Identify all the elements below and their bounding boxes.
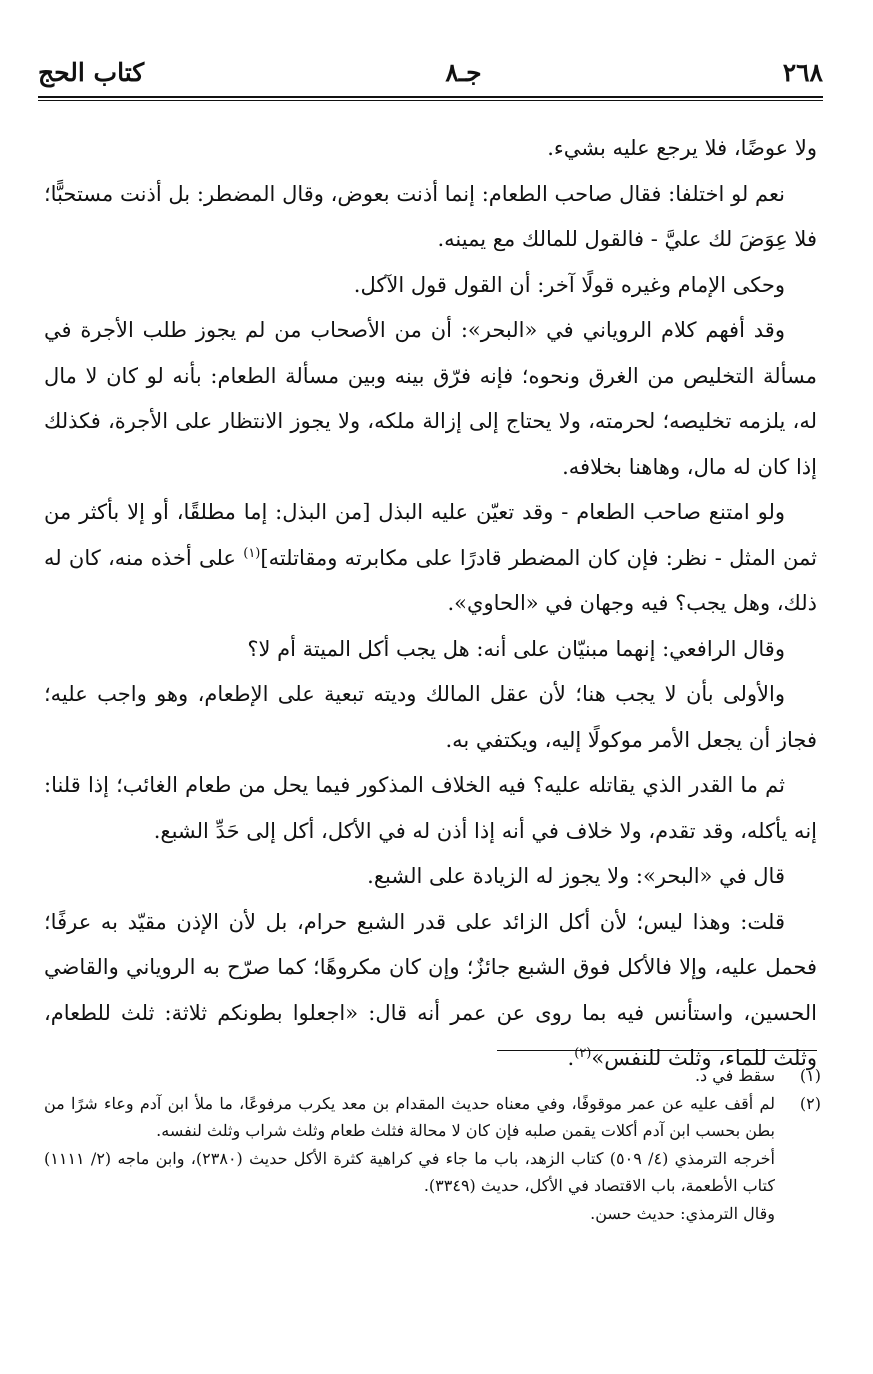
- footnote-2-body: [44, 1090, 775, 1228]
- paragraph-2: نعم لو اختلفا: فقال صاحب الطعام: إنما أذنت بعوض، وقال المضطر: بل أذنت مستحبًّا؛ فلا عِوَضَ لك عليَّ - فالقول للمالك مع يمينه.: [44, 181, 817, 251]
- paragraph-7: والأولى بأن لا يجب هنا؛ لأن عقل المالك وديته تبعية على الإطعام، وهو واجب عليه؛ فجاز أن يجعل الأمر موكولًا إليه، ويكتفي به.: [44, 682, 817, 752]
- footnote-2-number: (٢): [799, 1093, 821, 1113]
- footnote-2: [44, 1090, 821, 1228]
- paragraph-9: قال في «البحر»: ولا يجوز له الزيادة على الشبع.: [367, 864, 785, 888]
- running-header: [38, 50, 823, 94]
- footnote-ref-1[interactable]: (١): [243, 545, 261, 561]
- main-text: [44, 126, 817, 1082]
- volume-label: جـ٨: [445, 57, 482, 87]
- footnote-1: [44, 1062, 821, 1090]
- paragraph-1: ولا عوضًا، فلا يرجع عليه بشيء.: [547, 136, 817, 160]
- book-title: كتاب الحج: [38, 57, 145, 87]
- paragraph-10: [44, 900, 817, 1082]
- page-number: ٢٦٨: [782, 57, 823, 87]
- footnotes: [44, 1062, 821, 1227]
- paragraph-5-part-b: على أخذه منه، كان له ذلك، وهل يجب؟ فيه وجهان في «الحاوي».: [44, 545, 817, 615]
- footnote-1-text: سقط في د.: [694, 1066, 775, 1085]
- paragraph-10-part-a: قلت: وهذا ليس؛ لأن أكل الزائد على قدر الشبع حرام، بل لأن الإذن مقيّد به عرفًا؛ فحمل عليه، وإلا فالأكل فوق الشبع جائزٌ؛ وإن كان مكروهًا؛ كما صرّح به الروياني والقاضي الحسين، واستأنس فيه بما روى عن عمر أنه قال: «اجعلوا بطونكم ثلاثة: ثلث للطعام، وثلث للماء، وثلث للنفس»: [44, 909, 817, 1070]
- paragraph-10-part-b: .: [567, 1046, 575, 1070]
- paragraph-8: ثم ما القدر الذي يقاتله عليه؟ فيه الخلاف المذكور فيما يحل من طعام الغائب؛ إذا قلنا: إنه يأكله، وقد تقدم، ولا خلاف في أنه إذا أذن له في الأكل، أكل إلى حَدِّ الشبع.: [44, 773, 817, 843]
- paragraph-6: وقال الرافعي: إنهما مبنيّان على أنه: هل يجب أكل الميتة أم لا؟: [247, 636, 785, 661]
- footnote-2-line-1: لم أقف عليه عن عمر موقوفًا، وفي معناه حديث المقدام بن معد يكرب مرفوعًا، ما ملأ ابن آدم وعاء شرًا من بطن بحسب ابن آدم أكلات يقمن صلبه فإن كان لا محالة فثلث طعام وثلث شراب وثلث لنفسه.: [44, 1093, 775, 1140]
- paragraph-5-part-a: ولو امتنع صاحب الطعام - وقد تعيّن عليه البذل [من البذل: إما مطلقًا، أو إلا بأكثر من ثمن المثل - نظر: فإن كان المضطر قادرًا على مكابرته ومقاتلته]: [44, 500, 817, 570]
- footnote-1-number: (١): [799, 1066, 821, 1085]
- paragraph-4: وقد أفهم كلام الروياني في «البحر»: أن من الأصحاب من لم يجوز طلب الأجرة في مسألة التخليص من الغرق ونحوه؛ فإنه فرّق بينه وبين مسألة الطعام: بأنه لو كان لا مال له، يلزمه تخليصه؛ لحرمته، ولا يحتاج إلى إزالة ملكه، ولا يجوز الانتظار على الأجرة، فكذلك إذا كان له مال، وهاهنا بخلافه.: [44, 318, 817, 479]
- footnote-rule: [497, 1050, 817, 1051]
- paragraph-3: وحكى الإمام وغيره قولًا آخر: أن القول قول الآكل.: [353, 272, 785, 297]
- paragraph-5: [44, 490, 817, 627]
- header-rule: [38, 96, 823, 101]
- footnote-2-line-3: وقال الترمذي: حديث حسن.: [590, 1203, 775, 1223]
- footnote-2-line-2: أخرجه الترمذي (٤/ ٥٠٩) كتاب الزهد، باب ما جاء في كراهية كثرة الأكل حديث (٢٣٨٠)، وابن ماجه (٢/ ١١١١) كتاب الأطعمة، باب الاقتصاد في الأكل، حديث (٣٣٤٩).: [44, 1148, 776, 1195]
- footnote-ref-2[interactable]: (٢): [574, 1046, 592, 1061]
